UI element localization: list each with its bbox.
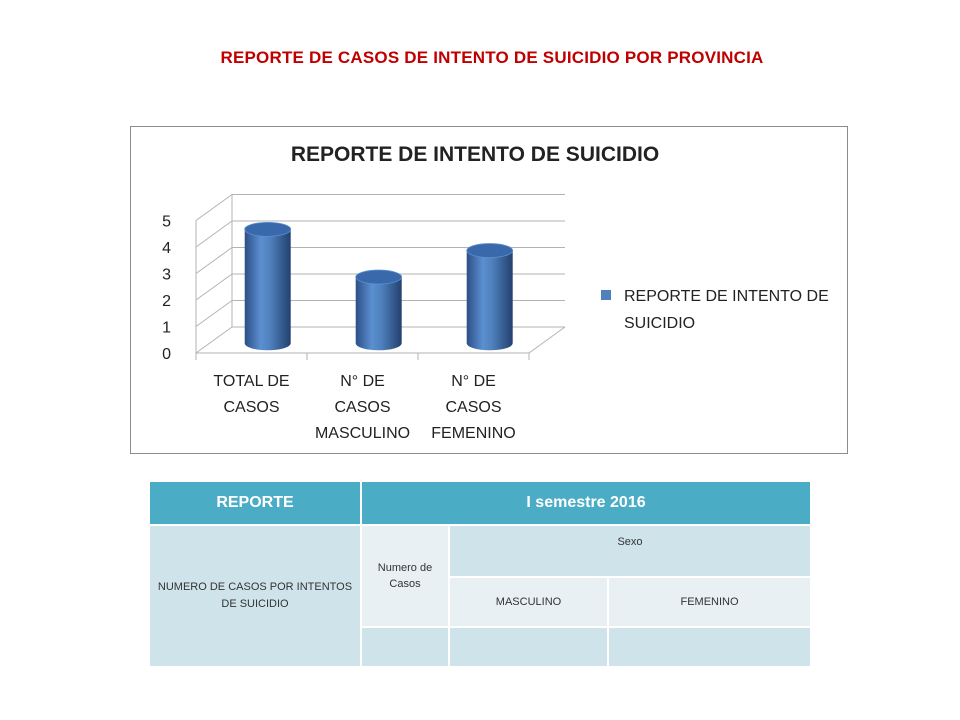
bar-chart <box>131 127 847 453</box>
gridline-depth <box>196 195 232 221</box>
y-tick-label: 0 <box>162 346 171 363</box>
header-semestre: I semestre 2016 <box>361 481 811 525</box>
row-label: NUMERO DE CASOS POR INTENTOS DE SUICIDIO <box>149 525 361 667</box>
header-reporte: REPORTE <box>149 481 361 525</box>
y-tick-label: 4 <box>162 240 171 257</box>
legend-label: SUICIDIO <box>624 315 696 332</box>
x-tick-label: N° DE <box>340 373 385 390</box>
bar-body <box>245 229 291 350</box>
bar <box>245 222 291 350</box>
x-tick-label: MASCULINO <box>314 425 411 442</box>
count-label: Numero de Casos <box>361 525 449 627</box>
y-tick-label: 5 <box>162 213 171 231</box>
x-tick-label: CASOS <box>223 399 280 416</box>
report-table <box>148 480 812 668</box>
bar-top <box>467 244 513 258</box>
y-tick-label: 2 <box>162 293 171 310</box>
legend-swatch <box>601 290 611 300</box>
bar-body <box>467 251 513 351</box>
gridline-depth <box>196 301 232 327</box>
bar <box>467 244 513 351</box>
y-tick-label: 3 <box>162 266 171 284</box>
gridline-depth <box>196 221 232 247</box>
chart-frame <box>130 126 848 454</box>
legend-label: REPORTE DE INTENTO DE <box>624 288 829 305</box>
y-tick-label: 1 <box>162 319 171 337</box>
chart-title: REPORTE DE INTENTO DE SUICIDIO <box>290 143 660 166</box>
x-tick-label: FEMENINO <box>431 425 516 442</box>
fem-value <box>608 627 811 667</box>
bar-top <box>245 222 291 236</box>
gridline-depth <box>196 248 232 274</box>
gridline-depth <box>196 327 232 353</box>
masc-label: MASCULINO <box>449 577 608 627</box>
floor-edge-right <box>529 327 565 353</box>
bar-body <box>356 277 402 350</box>
page-title: REPORTE DE CASOS DE INTENTO DE SUICIDIO POR PROVINCIA <box>220 48 764 67</box>
bar-top <box>356 270 402 284</box>
sexo-label: Sexo <box>449 525 811 577</box>
x-tick-label: N° DE <box>451 373 496 390</box>
x-tick-label: CASOS <box>445 399 502 416</box>
count-value <box>361 627 449 667</box>
x-tick-label: TOTAL DE <box>213 373 290 390</box>
bar <box>356 270 402 350</box>
gridline-depth <box>196 274 232 300</box>
x-tick-label: CASOS <box>334 399 391 416</box>
masc-value <box>449 627 608 667</box>
fem-label: FEMENINO <box>608 577 811 627</box>
